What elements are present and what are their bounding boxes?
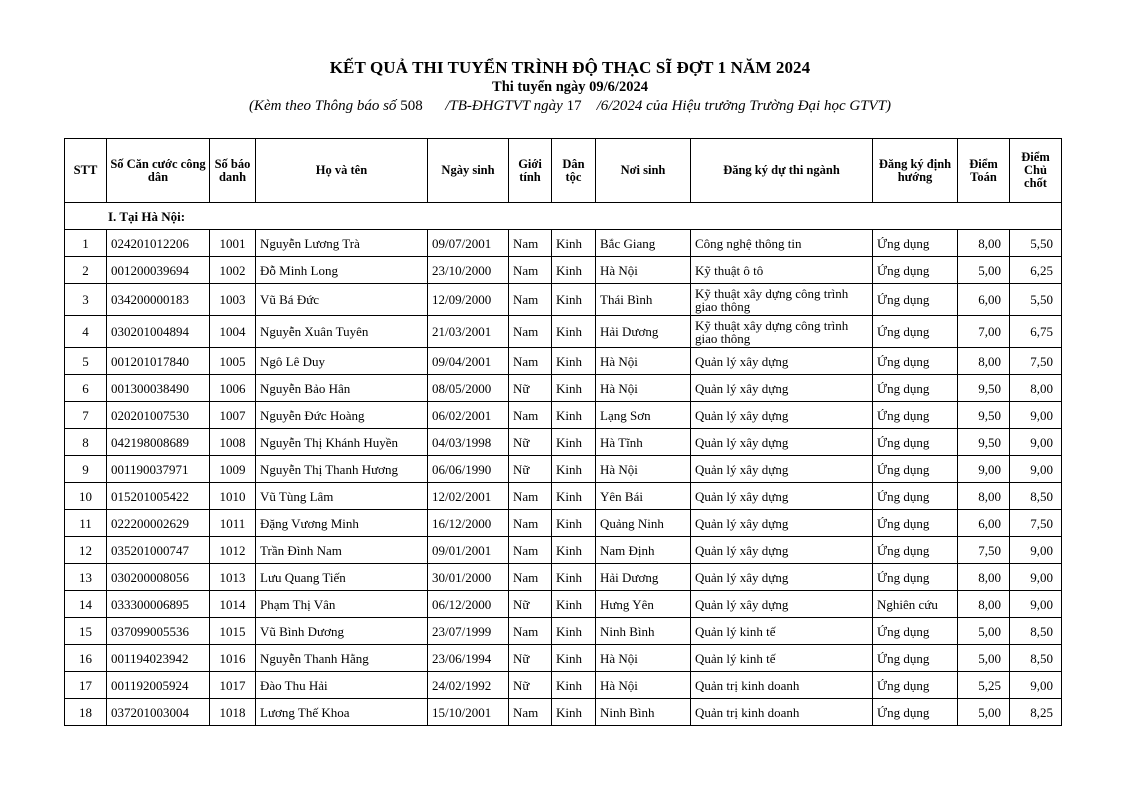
cell-id-number: 015201005422 [107, 483, 210, 510]
table-row [65, 645, 1062, 672]
cell-id-number: 037201003004 [107, 699, 210, 726]
cell-candidate-number: 1003 [210, 284, 256, 316]
cell-orientation: Ứng dụng [873, 230, 958, 257]
cell-gender: Nữ [509, 645, 552, 672]
cell-math-score: 5,00 [958, 618, 1010, 645]
cell-birth-place: Hà Nội [596, 672, 691, 699]
cell-major: Kỹ thuật ô tô [691, 257, 873, 284]
cell-full-name: Nguyễn Thị Khánh Huyền [256, 429, 428, 456]
cell-major: Quản lý xây dựng [691, 564, 873, 591]
cell-birth-date: 09/07/2001 [428, 230, 509, 257]
cell-major: Kỹ thuật xây dựng công trình giao thông [691, 284, 873, 316]
cell-gender: Nam [509, 230, 552, 257]
cell-gender: Nữ [509, 429, 552, 456]
cell-birth-date: 12/09/2000 [428, 284, 509, 316]
cell-id-number: 001200039694 [107, 257, 210, 284]
cell-ethnicity: Kinh [552, 483, 596, 510]
section-label: I. Tại Hà Nội: [65, 203, 1062, 230]
cell-orientation: Ứng dụng [873, 618, 958, 645]
cell-birth-place: Hải Dương [596, 316, 691, 348]
cell-candidate-number: 1001 [210, 230, 256, 257]
col-orientation: Đăng ký định hướng [873, 139, 958, 203]
cell-birth-place: Nam Định [596, 537, 691, 564]
cell-orientation: Ứng dụng [873, 672, 958, 699]
cell-gender: Nam [509, 348, 552, 375]
cell-major: Quản lý xây dựng [691, 591, 873, 618]
col-core-score: Điểm Chủ chốt [1010, 139, 1062, 203]
note-prefix: (Kèm theo Thông báo số [248, 98, 401, 114]
cell-ethnicity: Kinh [552, 537, 596, 564]
cell-ethnicity: Kinh [552, 564, 596, 591]
cell-ethnicity: Kinh [552, 591, 596, 618]
cell-ethnicity: Kinh [552, 699, 596, 726]
cell-birth-place: Hà Nội [596, 375, 691, 402]
table-row [65, 429, 1062, 456]
cell-birth-place: Yên Bái [596, 483, 691, 510]
document-title: KẾT QUẢ THI TUYỂN TRÌNH ĐỘ THẠC SĨ ĐỢT 1 NĂM 2024 [329, 58, 811, 77]
cell-gender: Nam [509, 537, 552, 564]
cell-math-score: 8,00 [958, 591, 1010, 618]
cell-major: Quản lý xây dựng [691, 375, 873, 402]
cell-candidate-number: 1016 [210, 645, 256, 672]
cell-birth-date: 12/02/2001 [428, 483, 509, 510]
cell-full-name: Vũ Tùng Lâm [256, 483, 428, 510]
cell-core-score: 5,50 [1010, 284, 1062, 316]
cell-gender: Nam [509, 618, 552, 645]
cell-stt: 6 [65, 375, 107, 402]
cell-full-name: Nguyễn Đức Hoàng [256, 402, 428, 429]
cell-birth-date: 15/10/2001 [428, 699, 509, 726]
col-id-number: Số Căn cước công dân [107, 139, 210, 203]
table-row [65, 348, 1062, 375]
col-ethnicity: Dân tộc [552, 139, 596, 203]
cell-orientation: Ứng dụng [873, 316, 958, 348]
table-row [65, 591, 1062, 618]
cell-major: Quản lý xây dựng [691, 483, 873, 510]
results-table [64, 138, 1062, 726]
cell-full-name: Vũ Bá Đức [256, 284, 428, 316]
cell-birth-date: 04/03/1998 [428, 429, 509, 456]
cell-core-score: 9,00 [1010, 672, 1062, 699]
table-row [65, 316, 1062, 348]
cell-core-score: 9,00 [1010, 402, 1062, 429]
cell-orientation: Ứng dụng [873, 284, 958, 316]
header-row [65, 139, 1062, 203]
cell-stt: 13 [65, 564, 107, 591]
cell-orientation: Ứng dụng [873, 456, 958, 483]
note-mid: /TB-ĐHGTVT ngày [422, 98, 567, 114]
cell-full-name: Nguyễn Thị Thanh Hương [256, 456, 428, 483]
cell-id-number: 030200008056 [107, 564, 210, 591]
cell-orientation: Nghiên cứu [873, 591, 958, 618]
cell-full-name: Đào Thu Hải [256, 672, 428, 699]
cell-ethnicity: Kinh [552, 230, 596, 257]
cell-birth-date: 08/05/2000 [428, 375, 509, 402]
table-row [65, 284, 1062, 316]
cell-id-number: 001190037971 [107, 456, 210, 483]
cell-core-score: 8,50 [1010, 618, 1062, 645]
cell-orientation: Ứng dụng [873, 402, 958, 429]
cell-candidate-number: 1002 [210, 257, 256, 284]
cell-full-name: Nguyễn Xuân Tuyên [256, 316, 428, 348]
cell-birth-date: 06/12/2000 [428, 591, 509, 618]
cell-gender: Nam [509, 284, 552, 316]
cell-gender: Nam [509, 483, 552, 510]
cell-full-name: Phạm Thị Vân [256, 591, 428, 618]
cell-id-number: 042198008689 [107, 429, 210, 456]
cell-major: Quản lý xây dựng [691, 510, 873, 537]
cell-candidate-number: 1010 [210, 483, 256, 510]
cell-full-name: Vũ Bình Dương [256, 618, 428, 645]
cell-birth-place: Bắc Giang [596, 230, 691, 257]
cell-stt: 10 [65, 483, 107, 510]
cell-math-score: 5,00 [958, 699, 1010, 726]
cell-candidate-number: 1012 [210, 537, 256, 564]
cell-math-score: 9,50 [958, 375, 1010, 402]
cell-math-score: 5,25 [958, 672, 1010, 699]
table-row [65, 672, 1062, 699]
cell-math-score: 7,00 [958, 316, 1010, 348]
cell-ethnicity: Kinh [552, 375, 596, 402]
cell-birth-date: 06/06/1990 [428, 456, 509, 483]
cell-math-score: 9,50 [958, 402, 1010, 429]
cell-core-score: 6,25 [1010, 257, 1062, 284]
cell-birth-place: Thái Bình [596, 284, 691, 316]
cell-ethnicity: Kinh [552, 510, 596, 537]
cell-ethnicity: Kinh [552, 348, 596, 375]
cell-stt: 4 [65, 316, 107, 348]
cell-id-number: 035201000747 [107, 537, 210, 564]
cell-full-name: Nguyễn Thanh Hằng [256, 645, 428, 672]
note-day: 17 [566, 98, 582, 114]
cell-candidate-number: 1015 [210, 618, 256, 645]
cell-candidate-number: 1014 [210, 591, 256, 618]
cell-birth-date: 09/01/2001 [428, 537, 509, 564]
cell-birth-place: Hà Nội [596, 456, 691, 483]
cell-birth-date: 21/03/2001 [428, 316, 509, 348]
cell-candidate-number: 1006 [210, 375, 256, 402]
cell-birth-place: Ninh Bình [596, 699, 691, 726]
cell-math-score: 8,00 [958, 483, 1010, 510]
cell-birth-date: 09/04/2001 [428, 348, 509, 375]
cell-candidate-number: 1005 [210, 348, 256, 375]
cell-orientation: Ứng dụng [873, 564, 958, 591]
cell-candidate-number: 1011 [210, 510, 256, 537]
cell-core-score: 6,75 [1010, 316, 1062, 348]
cell-gender: Nữ [509, 375, 552, 402]
cell-stt: 12 [65, 537, 107, 564]
col-stt: STT [65, 139, 107, 203]
cell-math-score: 6,00 [958, 510, 1010, 537]
cell-major: Quản trị kinh doanh [691, 672, 873, 699]
cell-birth-date: 23/10/2000 [428, 257, 509, 284]
cell-gender: Nữ [509, 672, 552, 699]
cell-math-score: 8,00 [958, 230, 1010, 257]
table-row [65, 375, 1062, 402]
cell-orientation: Ứng dụng [873, 699, 958, 726]
cell-birth-place: Hà Nội [596, 645, 691, 672]
table-row [65, 510, 1062, 537]
cell-math-score: 5,00 [958, 645, 1010, 672]
table-row [65, 230, 1062, 257]
cell-birth-date: 23/07/1999 [428, 618, 509, 645]
cell-id-number: 033300006895 [107, 591, 210, 618]
cell-id-number: 020201007530 [107, 402, 210, 429]
cell-core-score: 7,50 [1010, 510, 1062, 537]
cell-id-number: 034200000183 [107, 284, 210, 316]
cell-birth-place: Hà Tĩnh [596, 429, 691, 456]
cell-major: Quản lý xây dựng [691, 402, 873, 429]
table-row [65, 699, 1062, 726]
cell-ethnicity: Kinh [552, 672, 596, 699]
cell-id-number: 001300038490 [107, 375, 210, 402]
cell-gender: Nam [509, 257, 552, 284]
cell-gender: Nam [509, 402, 552, 429]
note-number: 508 [400, 98, 423, 114]
cell-full-name: Trần Đình Nam [256, 537, 428, 564]
cell-gender: Nam [509, 316, 552, 348]
cell-birth-date: 24/02/1992 [428, 672, 509, 699]
cell-candidate-number: 1009 [210, 456, 256, 483]
col-major: Đăng ký dự thi ngành [691, 139, 873, 203]
cell-orientation: Ứng dụng [873, 257, 958, 284]
cell-stt: 2 [65, 257, 107, 284]
cell-core-score: 8,25 [1010, 699, 1062, 726]
cell-math-score: 8,00 [958, 348, 1010, 375]
cell-birth-place: Quảng Ninh [596, 510, 691, 537]
cell-id-number: 024201012206 [107, 230, 210, 257]
cell-birth-date: 23/06/1994 [428, 645, 509, 672]
cell-birth-place: Hà Nội [596, 257, 691, 284]
cell-major: Quản lý kinh tế [691, 645, 873, 672]
cell-stt: 7 [65, 402, 107, 429]
cell-id-number: 001201017840 [107, 348, 210, 375]
cell-gender: Nam [509, 699, 552, 726]
cell-full-name: Nguyễn Bảo Hân [256, 375, 428, 402]
cell-ethnicity: Kinh [552, 645, 596, 672]
cell-ethnicity: Kinh [552, 257, 596, 284]
cell-birth-date: 06/02/2001 [428, 402, 509, 429]
cell-stt: 18 [65, 699, 107, 726]
cell-ethnicity: Kinh [552, 316, 596, 348]
cell-core-score: 9,00 [1010, 564, 1062, 591]
cell-core-score: 9,00 [1010, 456, 1062, 483]
cell-stt: 11 [65, 510, 107, 537]
cell-full-name: Ngô Lê Duy [256, 348, 428, 375]
cell-ethnicity: Kinh [552, 429, 596, 456]
cell-stt: 15 [65, 618, 107, 645]
cell-ethnicity: Kinh [552, 284, 596, 316]
cell-orientation: Ứng dụng [873, 348, 958, 375]
col-birth-place: Nơi sinh [596, 139, 691, 203]
cell-major: Công nghệ thông tin [691, 230, 873, 257]
cell-major: Quản lý xây dựng [691, 348, 873, 375]
cell-major: Quản trị kinh doanh [691, 699, 873, 726]
cell-stt: 5 [65, 348, 107, 375]
cell-ethnicity: Kinh [552, 456, 596, 483]
note-suffix: /6/2024 của Hiệu trưởng Trường Đại học GTVT) [581, 98, 892, 114]
cell-full-name: Đỗ Minh Long [256, 257, 428, 284]
cell-core-score: 8,50 [1010, 483, 1062, 510]
cell-birth-place: Hưng Yên [596, 591, 691, 618]
table-row [65, 402, 1062, 429]
cell-id-number: 022200002629 [107, 510, 210, 537]
col-full-name: Họ và tên [256, 139, 428, 203]
col-candidate-number: Số báo danh [210, 139, 256, 203]
col-gender: Giới tính [509, 139, 552, 203]
cell-orientation: Ứng dụng [873, 510, 958, 537]
cell-stt: 16 [65, 645, 107, 672]
cell-gender: Nam [509, 564, 552, 591]
cell-math-score: 6,00 [958, 284, 1010, 316]
document-note [0, 98, 1140, 115]
cell-core-score: 7,50 [1010, 348, 1062, 375]
table-row [65, 483, 1062, 510]
cell-birth-date: 30/01/2000 [428, 564, 509, 591]
cell-orientation: Ứng dụng [873, 537, 958, 564]
cell-orientation: Ứng dụng [873, 483, 958, 510]
cell-candidate-number: 1018 [210, 699, 256, 726]
cell-major: Quản lý xây dựng [691, 456, 873, 483]
col-math-score: Điểm Toán [958, 139, 1010, 203]
cell-full-name: Nguyễn Lương Trà [256, 230, 428, 257]
cell-orientation: Ứng dụng [873, 645, 958, 672]
cell-orientation: Ứng dụng [873, 375, 958, 402]
cell-birth-date: 16/12/2000 [428, 510, 509, 537]
cell-math-score: 7,50 [958, 537, 1010, 564]
cell-math-score: 9,00 [958, 456, 1010, 483]
cell-full-name: Đặng Vương Minh [256, 510, 428, 537]
cell-orientation: Ứng dụng [873, 429, 958, 456]
cell-stt: 14 [65, 591, 107, 618]
cell-id-number: 001192005924 [107, 672, 210, 699]
cell-id-number: 001194023942 [107, 645, 210, 672]
cell-full-name: Lưu Quang Tiến [256, 564, 428, 591]
cell-birth-place: Ninh Bình [596, 618, 691, 645]
cell-core-score: 9,00 [1010, 429, 1062, 456]
cell-stt: 9 [65, 456, 107, 483]
cell-core-score: 9,00 [1010, 537, 1062, 564]
cell-stt: 8 [65, 429, 107, 456]
cell-major: Kỹ thuật xây dựng công trình giao thông [691, 316, 873, 348]
cell-candidate-number: 1008 [210, 429, 256, 456]
table-row [65, 537, 1062, 564]
cell-core-score: 9,00 [1010, 591, 1062, 618]
cell-major: Quản lý xây dựng [691, 429, 873, 456]
cell-ethnicity: Kinh [552, 402, 596, 429]
cell-stt: 1 [65, 230, 107, 257]
cell-candidate-number: 1013 [210, 564, 256, 591]
cell-full-name: Lương Thế Khoa [256, 699, 428, 726]
cell-gender: Nữ [509, 456, 552, 483]
cell-birth-place: Hải Dương [596, 564, 691, 591]
cell-candidate-number: 1017 [210, 672, 256, 699]
cell-ethnicity: Kinh [552, 618, 596, 645]
cell-candidate-number: 1004 [210, 316, 256, 348]
cell-gender: Nữ [509, 591, 552, 618]
table-row [65, 456, 1062, 483]
col-birth-date: Ngày sinh [428, 139, 509, 203]
cell-core-score: 8,00 [1010, 375, 1062, 402]
cell-core-score: 5,50 [1010, 230, 1062, 257]
cell-gender: Nam [509, 510, 552, 537]
cell-major: Quản lý xây dựng [691, 537, 873, 564]
table-row [65, 257, 1062, 284]
document-subtitle: Thi tuyển ngày 09/6/2024 [492, 79, 648, 95]
cell-stt: 3 [65, 284, 107, 316]
cell-stt: 17 [65, 672, 107, 699]
cell-math-score: 9,50 [958, 429, 1010, 456]
cell-id-number: 030201004894 [107, 316, 210, 348]
cell-math-score: 5,00 [958, 257, 1010, 284]
section-row [65, 203, 1062, 230]
cell-birth-place: Lạng Sơn [596, 402, 691, 429]
cell-id-number: 037099005536 [107, 618, 210, 645]
cell-core-score: 8,50 [1010, 645, 1062, 672]
cell-candidate-number: 1007 [210, 402, 256, 429]
cell-major: Quản lý kinh tế [691, 618, 873, 645]
table-row [65, 564, 1062, 591]
table-row [65, 618, 1062, 645]
cell-birth-place: Hà Nội [596, 348, 691, 375]
cell-math-score: 8,00 [958, 564, 1010, 591]
